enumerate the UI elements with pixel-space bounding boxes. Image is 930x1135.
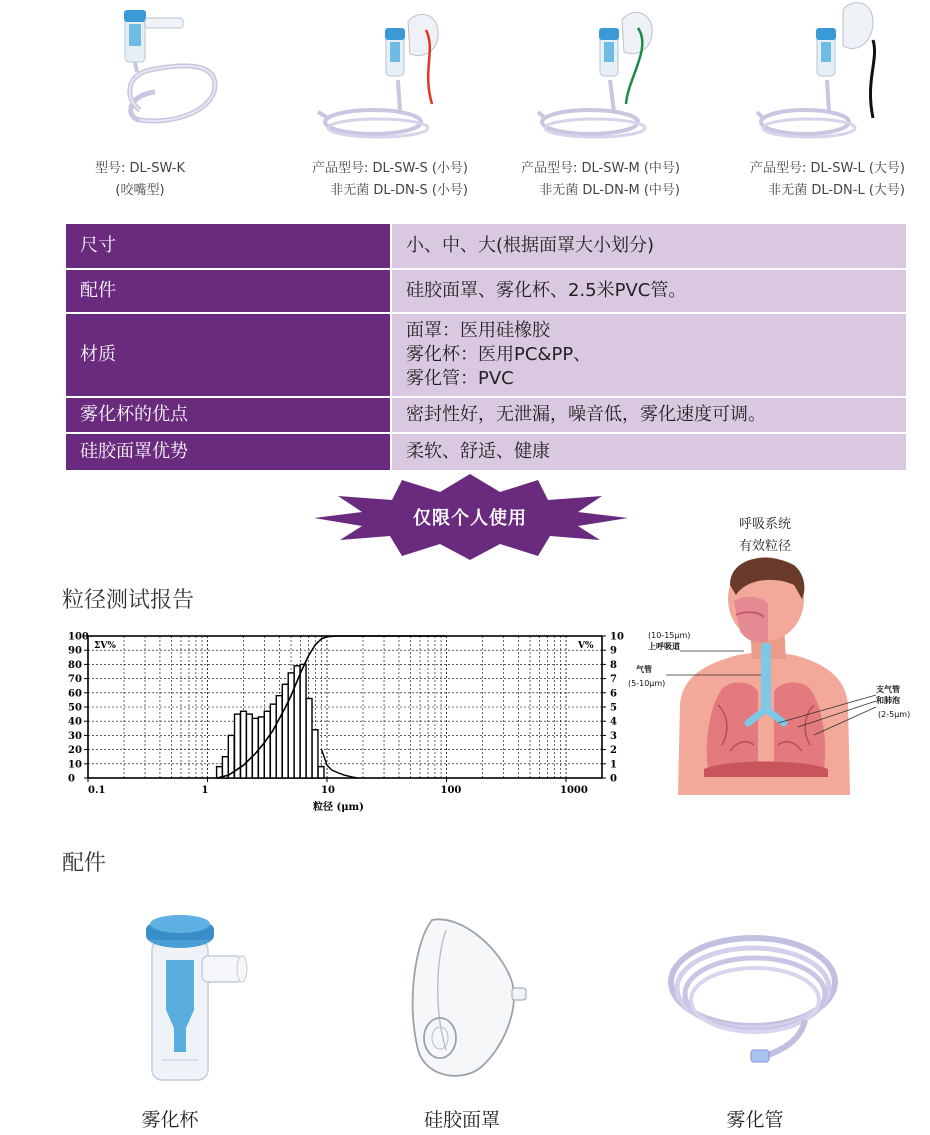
product-nonsterile-line: 非无菌 DL-DN-L (大号)	[768, 183, 905, 198]
particle-size-chart-svg	[60, 626, 630, 821]
left-axis-tick-label: 30	[68, 730, 82, 742]
spec-key: 尺寸	[65, 223, 391, 269]
histogram-bar	[270, 704, 276, 778]
particle-report-title: 粒径测试报告	[62, 588, 195, 613]
right-axis-tick-label: 3	[610, 730, 617, 742]
spec-key: 硅胶面罩优势	[65, 433, 391, 471]
spec-value: 柔软、舒适、健康	[391, 433, 907, 471]
nebulizer-mask-small-image	[298, 0, 508, 158]
x-axis-tick-label: 1	[201, 785, 209, 796]
right-axis-tick-label: 1	[610, 759, 617, 771]
right-axis-tick-label: 7	[610, 674, 617, 686]
right-axis-tick-label: 6	[610, 688, 617, 700]
right-axis-label: V%	[578, 641, 594, 651]
product-gallery	[0, 0, 930, 210]
right-axis-tick-label: 0	[610, 773, 617, 785]
upper-airway-label: 上呼吸道	[648, 642, 680, 651]
spec-key: 雾化杯的优点	[65, 397, 391, 433]
right-axis-tick-label: 4	[610, 716, 617, 728]
accessory-nebulizer-cup	[70, 900, 270, 1135]
trachea-label: 气管	[636, 665, 652, 674]
histogram-bar	[312, 730, 318, 778]
product-mask-large	[705, 0, 915, 210]
product-model-line: 产品型号: DL-SW-S (小号)	[311, 161, 468, 176]
spec-row-mask-advantages	[65, 433, 907, 471]
nebulizer-cup-image	[70, 900, 270, 1100]
left-axis-tick-label: 40	[68, 716, 82, 728]
strap	[870, 40, 874, 118]
x-axis-tick-label: 0.1	[88, 785, 106, 796]
left-axis-tick-label: 90	[68, 645, 82, 657]
anatomy-title	[700, 514, 830, 558]
histogram-bar	[264, 711, 270, 778]
spec-value: 密封性好，无泄漏，噪音低，雾化速度可调。	[391, 397, 907, 433]
spec-value: 小、中、大(根据面罩大小划分)	[391, 223, 907, 269]
anatomy-title-line2: 有效粒径	[738, 539, 791, 554]
histogram-bar	[282, 684, 288, 778]
personal-use-badge	[310, 470, 630, 562]
left-axis-tick-label: 20	[68, 745, 82, 757]
right-axis-tick-label: 2	[610, 745, 617, 757]
accessory-label: 雾化管	[726, 1109, 784, 1131]
left-axis-tick-label: 80	[68, 659, 82, 671]
histogram-bar	[241, 711, 247, 778]
spec-value: 面罩：医用硅橡胶 雾化杯：医用PC&PP、 雾化管：PVC	[391, 313, 907, 397]
left-axis-tick-label: 70	[68, 674, 82, 686]
x-axis-label: 粒径 (μm)	[313, 802, 364, 813]
product-model-line: 产品型号: DL-SW-M (中号)	[521, 161, 680, 176]
left-axis-tick-label: 50	[68, 702, 82, 714]
accessory-label: 雾化杯	[141, 1109, 199, 1131]
respiratory-anatomy	[618, 555, 918, 795]
upper-airway-range: (10-15μm)	[648, 631, 691, 640]
particle-size-chart	[60, 626, 630, 821]
spec-key: 材质	[65, 313, 391, 397]
left-axis-tick-label: 10	[68, 759, 82, 771]
product-mask-small	[298, 0, 508, 210]
histogram-bar	[306, 698, 312, 778]
spec-row-material	[65, 313, 907, 397]
spec-table	[64, 222, 908, 472]
histogram-bar	[318, 767, 324, 778]
histogram-bar	[246, 714, 252, 778]
right-axis-tick-label: 9	[610, 645, 617, 657]
accessory-silicone-mask	[362, 900, 562, 1135]
nebulizer-mouthpiece-image	[65, 0, 275, 158]
histogram-bar	[252, 718, 258, 778]
silicone-mask-image	[362, 900, 562, 1100]
accessory-nebulizer-tube	[655, 900, 855, 1135]
left-axis-tick-label: 100	[68, 631, 89, 643]
product-nonsterile-line: 非无菌 DL-DN-M (中号)	[539, 183, 680, 198]
left-axis-label: ΣV%	[94, 641, 116, 651]
histogram-bar	[276, 696, 282, 778]
nebulizer-tube-image	[655, 900, 855, 1100]
product-nonsterile-line: 非无菌 DL-DN-S (小号)	[330, 183, 468, 198]
accessories-title: 配件	[62, 851, 107, 876]
product-model-line: 型号: DL-SW-K	[94, 161, 186, 176]
x-axis-tick-label: 100	[440, 785, 462, 796]
spec-row-accessories	[65, 269, 907, 313]
left-axis-tick-label: 60	[68, 688, 82, 700]
accessory-label: 硅胶面罩	[423, 1109, 500, 1131]
product-type-line: (咬嘴型)	[115, 183, 165, 198]
x-axis-tick-label: 10	[321, 785, 335, 796]
product-mouthpiece	[65, 0, 275, 210]
spec-key: 配件	[65, 269, 391, 313]
nebulizer-mask-large-image	[705, 0, 915, 158]
product-mask-medium	[510, 0, 720, 210]
spec-row-size	[65, 223, 907, 269]
spec-row-cup-advantages	[65, 397, 907, 433]
nebulizer-mask-medium-image	[510, 0, 720, 158]
x-axis-tick-label: 1000	[560, 785, 588, 796]
respiratory-anatomy-illustration	[618, 555, 918, 795]
right-axis-tick-label: 5	[610, 702, 617, 714]
bronchi-label-1: 支气管	[876, 685, 900, 694]
anatomy-title-line1: 呼吸系统	[738, 517, 791, 532]
spec-value: 硅胶面罩、雾化杯、2.5米PVC管。	[391, 269, 907, 313]
right-axis-tick-label: 8	[610, 659, 617, 671]
product-model-line: 产品型号: DL-SW-L (大号)	[749, 161, 905, 176]
badge-text: 仅限个人使用	[413, 508, 527, 529]
bronchi-label-2: 和肺泡	[876, 696, 900, 705]
trachea-range: (5-10μm)	[628, 679, 666, 688]
bronchi-range: (2-5μm)	[878, 710, 911, 719]
right-axis-tick-label: 10	[610, 631, 624, 643]
histogram-bar	[300, 664, 306, 778]
left-axis-tick-label: 0	[68, 773, 75, 785]
